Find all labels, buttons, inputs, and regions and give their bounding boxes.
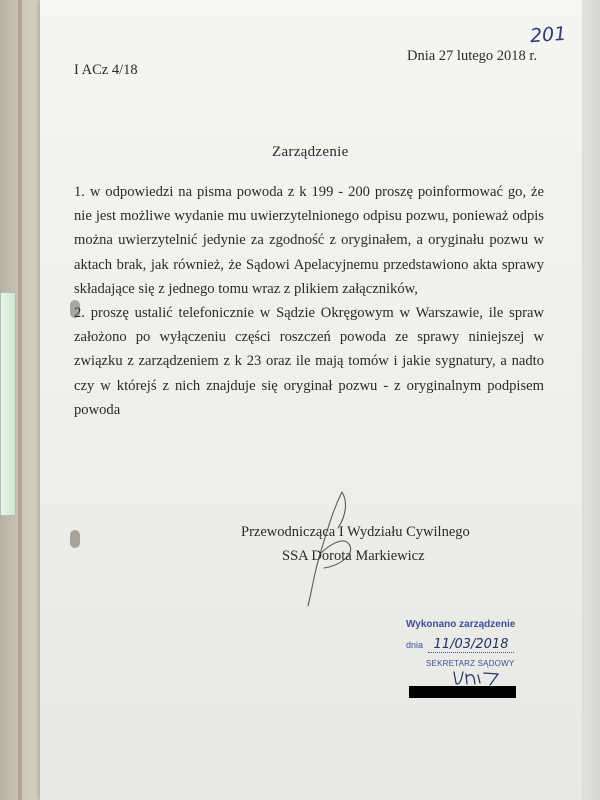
- document-date: Dnia 27 lutego 2018 r.: [407, 48, 538, 64]
- punch-hole: [70, 530, 80, 548]
- document-page: [40, 0, 582, 800]
- folder-edge: [18, 0, 22, 800]
- document-title: Zarządzenie: [272, 144, 349, 160]
- paragraph-2: 2. proszę ustalić telefonicznie w Sądzie Okręgowym w Warszawie, ile spraw założono po wyłączeniu części roszczeń powoda ze sprawy niniejszej w związku z zarządzeniem z k 23 oraz ile mają tomów i jakie sygnatury, a nadto czy w którejś z nich znajduje się oryginał pozwu - z oryginalnym podpisem powoda: [74, 305, 544, 418]
- handwritten-signature: [272, 482, 392, 612]
- stamp-role: SEKRETARZ SĄDOWY: [426, 659, 515, 668]
- page-number: 201: [529, 22, 567, 48]
- stamp-initials-signature: [450, 668, 510, 688]
- signer-title: Przewodnicząca I Wydziału Cywilnego: [241, 524, 470, 540]
- signer-name: SSA Dorota Markiewicz: [282, 548, 425, 564]
- stamp-date-prefix: dnia: [406, 640, 424, 650]
- stamp-date-value: 11/03/2018: [428, 637, 515, 653]
- stamp-title: Wykonano zarządzenie: [406, 619, 516, 630]
- stamp-date-row: [406, 637, 514, 652]
- folder-tab: [0, 292, 16, 516]
- paragraph-1: 1. w odpowiedzi na pisma powoda z k 199 - 200 proszę poinformować go, że nie jest możliwe wydanie mu uwierzytelnionego odpisu pozwu, ponieważ odpis można uwierzytelnić jedynie za zgodność z oryginałem, a oryginału pozwu w aktach brak, jak również, że Sądowi Apelacyjnemu przedstawiono akta sprawy składające się z jednego tomu wraz z plikiem załączników,: [74, 184, 544, 297]
- redaction-bar: [409, 686, 516, 698]
- document-body: [74, 180, 544, 422]
- case-reference: I ACz 4/18: [74, 62, 138, 78]
